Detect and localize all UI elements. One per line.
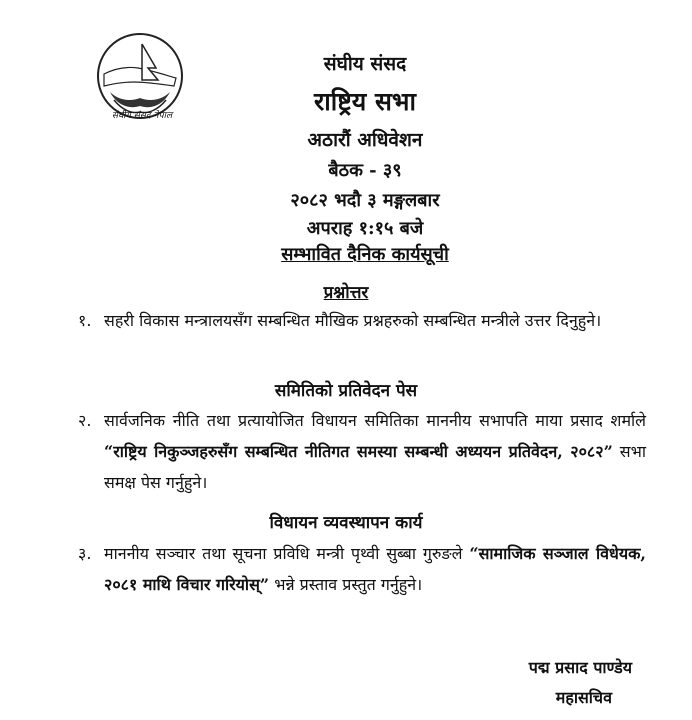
signatory-title: महासचिव — [555, 688, 612, 707]
section-heading-question-answer: प्रश्नोत्तर — [323, 283, 369, 303]
meeting-date: २०८२ भदौ ३ मङ्गलबार — [290, 190, 440, 211]
meeting-number: बैठक - ३९ — [328, 160, 402, 181]
signatory-name: पद्म प्रसाद पाण्डेय — [528, 658, 632, 677]
session-title: अठारौं अधिवेशन — [307, 129, 423, 151]
meeting-time: अपराह १:१५ बजे — [306, 218, 424, 239]
section-heading-committee-report: समितिको प्रतिवेदन पेस — [274, 381, 418, 401]
item-text-after: भन्ने प्रस्ताव प्रस्तुत गर्नुहुने। — [269, 575, 423, 594]
item-text — [104, 405, 646, 498]
item-text-bold: “राष्ट्रिय निकुञ्जहरुसँग सम्बन्धित नीतिगत समस्या सम्बन्धी अध्ययन प्रतिवेदन, २०८२” — [104, 442, 613, 461]
national-assembly-title: राष्ट्रिय सभा — [314, 87, 416, 116]
item-text-after: सभा समक्ष पेस गर्नुहुने। — [104, 442, 647, 492]
item-number: १. — [78, 311, 92, 330]
item-text-plain: सहरी विकास मन्त्रालयसँग सम्बन्धित मौखिक प्रश्नहरुको सम्बन्धित मन्त्रीले उत्तर दिनुहुने। — [104, 311, 602, 330]
federal-parliament-title: संघीय संसद — [323, 53, 407, 75]
item-number: २. — [78, 411, 92, 430]
logo-caption: संघीय संसद नेपाल — [111, 111, 173, 121]
item-text — [104, 305, 646, 336]
item-text-before: माननीय सञ्चार तथा सूचना प्रविधि मन्त्री पृथ्वी सुब्बा गुरुङले — [104, 544, 470, 563]
item-text — [104, 538, 646, 600]
agenda-title: सम्भावित दैनिक कार्यसूची — [281, 244, 449, 265]
item-text-bold: “सामाजिक सञ्जाल विधेयक, २०८१ माथि विचार गरियोस्” — [104, 544, 646, 594]
item-text-before: सार्वजनिक नीति तथा प्रत्यायोजित विधायन समितिका माननीय सभापति माया प्रसाद शर्माले — [104, 411, 646, 430]
section-heading-legislation: विधायन व्यवस्थापन कार्य — [269, 513, 423, 533]
item-number: ३. — [78, 544, 92, 563]
